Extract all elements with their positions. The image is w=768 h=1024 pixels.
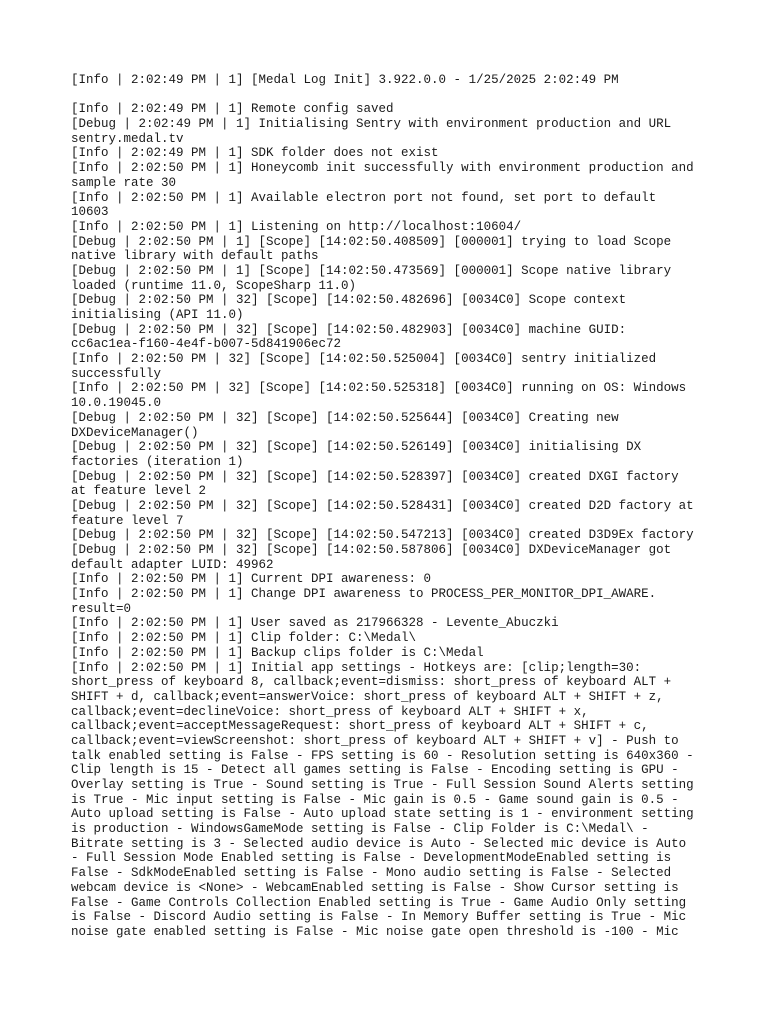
log-line: False - Game Controls Collection Enabled setting is True - Game Audio Only setting	[71, 895, 687, 910]
log-line: [Info | 2:02:50 PM | 1] User saved as 217966328 - Levente_Abuczki	[71, 616, 559, 631]
log-line: [Debug | 2:02:50 PM | 1] [Scope] [14:02:50.473569] [000001] Scope native library	[71, 263, 672, 278]
log-line: short_press of keyboard 8, callback;event=dismiss: short_press of keyboard ALT +	[71, 675, 672, 690]
log-line: [Debug | 2:02:50 PM | 32] [Scope] [14:02:50.482696] [0034C0] Scope context	[71, 293, 627, 308]
log-line: is production - WindowsGameMode setting is False - Clip Folder is C:\Medal\ -	[71, 822, 649, 837]
log-line: default adapter LUID: 49962	[71, 557, 274, 572]
log-document	[71, 73, 701, 940]
log-line: result=0	[71, 601, 132, 616]
log-line: callback;event=acceptMessageRequest: short_press of keyboard ALT + SHIFT + c,	[71, 719, 649, 734]
log-line: initialising (API 11.0)	[71, 308, 244, 322]
log-line: callback;event=viewScreenshot: short_press of keyboard ALT + SHIFT + v] - Push to	[71, 733, 679, 748]
log-line: loaded (runtime 11.0, ScopeSharp 11.0)	[71, 278, 357, 293]
log-line	[71, 88, 701, 103]
log-line: [Info | 2:02:50 PM | 1] Backup clips folder is C:\Medal	[71, 645, 484, 660]
log-line: native library with default paths	[71, 249, 319, 264]
log-line: [Info | 2:02:50 PM | 1] Current DPI awareness: 0	[71, 572, 432, 587]
log-line: webcam device is <None> - WebcamEnabled setting is False - Show Cursor setting is	[71, 880, 679, 895]
log-line: sentry.medal.tv	[71, 131, 184, 146]
log-line: successfully	[71, 366, 162, 381]
log-line: Clip length is 15 - Detect all games setting is False - Encoding setting is GPU -	[71, 763, 679, 778]
log-line: is False - Discord Audio setting is False - In Memory Buffer setting is True - Mic	[71, 910, 687, 925]
log-line: [Info | 2:02:49 PM | 1] SDK folder does not exist	[71, 146, 439, 161]
log-line: factories (iteration 1)	[71, 454, 244, 469]
log-line: [Info | 2:02:50 PM | 1] Clip folder: C:\Medal\	[71, 631, 417, 646]
log-line: - Full Session Mode Enabled setting is False - DevelopmentModeEnabled setting is	[71, 851, 672, 866]
log-line: talk enabled setting is False - FPS setting is 60 - Resolution setting is 640x360 -	[71, 748, 694, 763]
log-line: [Info | 2:02:50 PM | 1] Initial app settings - Hotkeys are: [clip;length=30:	[71, 660, 642, 675]
log-line: noise gate enabled setting is False - Mic noise gate open threshold is -100 - Mic	[71, 924, 679, 939]
log-line: [Info | 2:02:49 PM | 1] Remote config saved	[71, 102, 394, 117]
log-line: [Debug | 2:02:50 PM | 32] [Scope] [14:02:50.587806] [0034C0] DXDeviceManager got	[71, 543, 672, 557]
log-line: [Debug | 2:02:50 PM | 32] [Scope] [14:02:50.547213] [0034C0] created D3D9Ex factory	[71, 528, 694, 543]
log-line: SHIFT + d, callback;event=answerVoice: short_press of keyboard ALT + SHIFT + z,	[71, 689, 664, 704]
log-line: is True - Mic input setting is False - Mic gain is 0.5 - Game sound gain is 0.5 -	[71, 792, 679, 807]
log-line: [Info | 2:02:50 PM | 32] [Scope] [14:02:50.525004] [0034C0] sentry initialized	[71, 352, 657, 367]
log-line: [Debug | 2:02:49 PM | 1] Initialising Sentry with environment production and URL	[71, 117, 672, 132]
log-line: [Debug | 2:02:50 PM | 32] [Scope] [14:02:50.525644] [0034C0] Creating new	[71, 410, 619, 425]
log-line: Auto upload setting is False - Auto upload state setting is 1 - environment setting	[71, 807, 694, 822]
log-line: Bitrate setting is 3 - Selected audio device is Auto - Selected mic device is Auto	[71, 836, 687, 851]
log-line: [Info | 2:02:50 PM | 1] Available electron port not found, set port to default	[71, 190, 657, 205]
log-line: [Debug | 2:02:50 PM | 32] [Scope] [14:02:50.526149] [0034C0] initialising DX	[71, 440, 642, 455]
log-line: [Info | 2:02:50 PM | 1] Honeycomb init successfully with environment production and	[71, 161, 694, 176]
log-line: DXDeviceManager()	[71, 425, 199, 440]
log-line: sample rate 30	[71, 175, 177, 190]
log-line: [Debug | 2:02:50 PM | 32] [Scope] [14:02:50.528431] [0034C0] created D2D factory at	[71, 498, 694, 513]
log-line: callback;event=declineVoice: short_press of keyboard ALT + SHIFT + x,	[71, 704, 589, 719]
log-line: [Info | 2:02:50 PM | 32] [Scope] [14:02:50.525318] [0034C0] running on OS: Windows	[71, 381, 687, 396]
log-line: 10.0.19045.0	[71, 396, 162, 411]
log-line: [Debug | 2:02:50 PM | 32] [Scope] [14:02:50.528397] [0034C0] created DXGI factory	[71, 469, 679, 484]
log-line: [Debug | 2:02:50 PM | 32] [Scope] [14:02:50.482903] [0034C0] machine GUID:	[71, 322, 627, 337]
log-line: feature level 7	[71, 513, 184, 528]
log-line: at feature level 2	[71, 484, 207, 499]
log-line: Overlay setting is True - Sound setting is True - Full Session Sound Alerts setting	[71, 778, 694, 792]
log-line: cc6ac1ea-f160-4e4f-b007-5d841906ec72	[71, 337, 342, 352]
log-line: 10603	[71, 205, 109, 220]
log-line: False - SdkModeEnabled setting is False - Mono audio setting is False - Selected	[71, 866, 672, 881]
log-line: [Info | 2:02:50 PM | 1] Listening on http://localhost:10604/	[71, 219, 522, 234]
log-line: [Info | 2:02:49 PM | 1] [Medal Log Init] 3.922.0.0 - 1/25/2025 2:02:49 PM	[71, 73, 619, 87]
log-line: [Info | 2:02:50 PM | 1] Change DPI awareness to PROCESS_PER_MONITOR_DPI_AWARE.	[71, 587, 657, 602]
log-line: [Debug | 2:02:50 PM | 1] [Scope] [14:02:50.408509] [000001] trying to load Scope	[71, 234, 672, 249]
